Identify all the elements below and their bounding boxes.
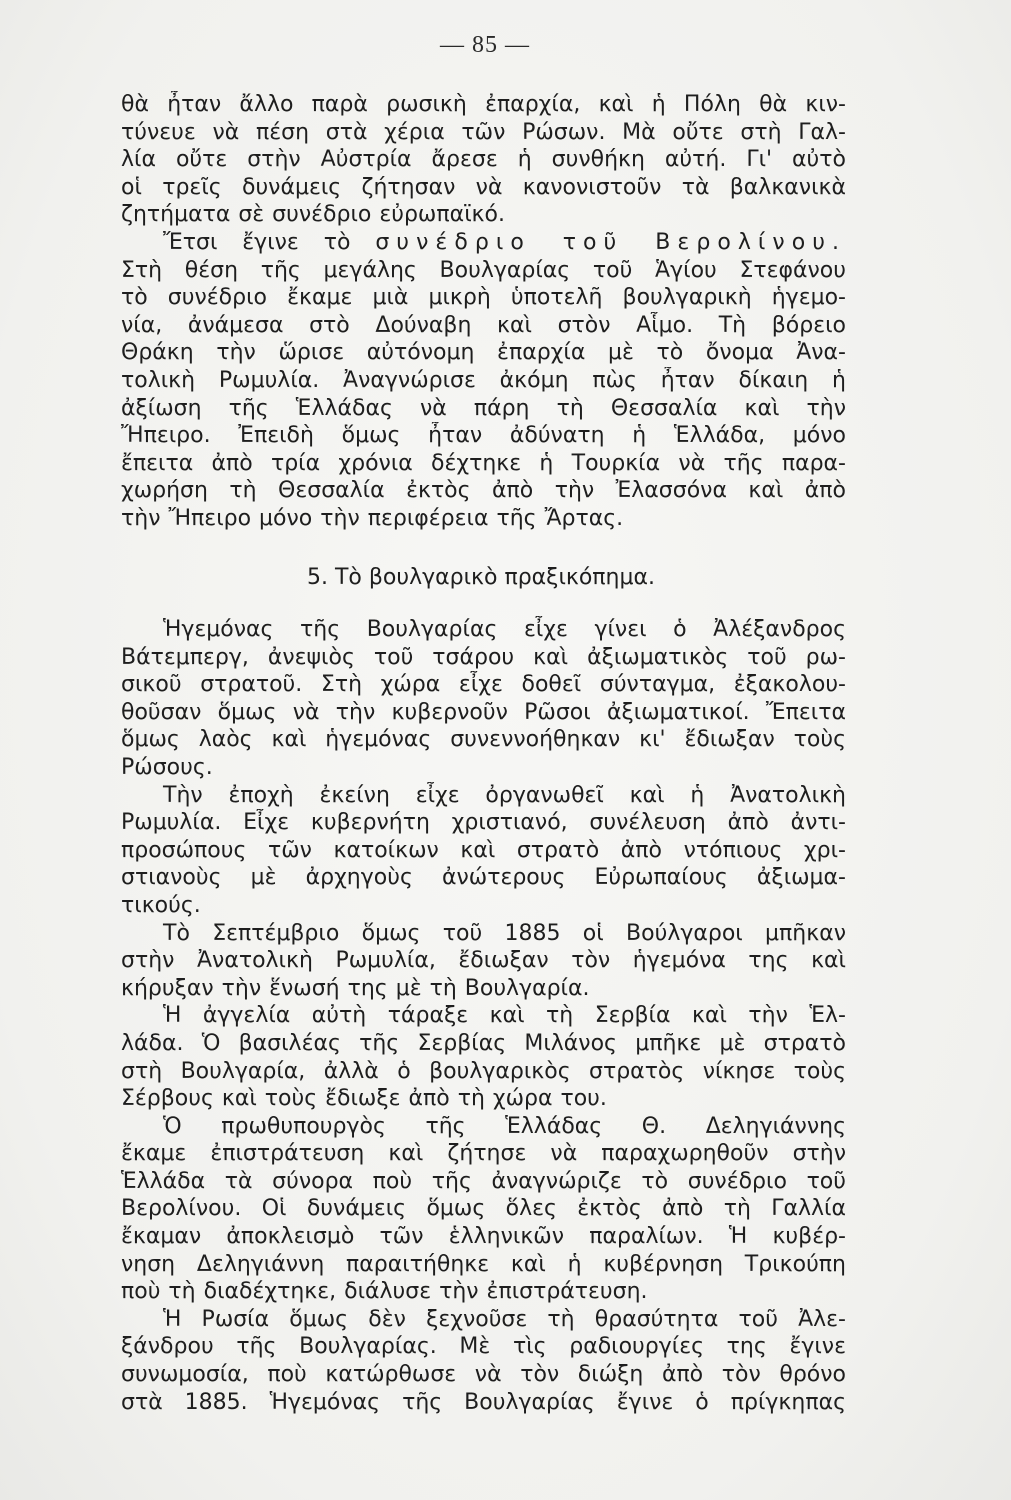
- text-line: Ὁ πρωθυπουργὸς τῆς Ἑλλάδας Θ. Δεληγιάννης: [163, 1113, 846, 1139]
- text-line: Ἡ ἀγγελία αὐτὴ τάραξε καὶ τὴ Σερβία καὶ τὴν Ἑλ-: [163, 1003, 846, 1029]
- text-block-before-heading: [121, 91, 846, 533]
- text-line: τύνευε νὰ πέση στὰ χέρια τῶν Ρώσων. Μὰ οὔτε στὴ Γαλ-: [121, 119, 846, 145]
- text-line: στιανοὺς μὲ ἀρχηγοὺς ἀνώτερους Εὐρωπαίους ἀξιωμα-: [121, 865, 846, 891]
- text-line: Ἤπειρο. Ἐπειδὴ ὅμως ἦταν ἀδύνατη ἡ Ἑλλάδα, μόνο: [121, 423, 846, 449]
- text-line: συνωμοσία, ποὺ κατώρθωσε νὰ τὸν διώξη ἀπὸ τὸν θρόνο: [121, 1362, 846, 1388]
- text-line: Ἑλλάδα τὰ σύνορα ποὺ τῆς ἀναγνώριζε τὸ συνέδριο τοῦ: [121, 1168, 846, 1194]
- text-line: Βάτεμπεργ, ἀνεψιὸς τοῦ τσάρου καὶ ἀξιωματικὸς τοῦ ρω-: [121, 644, 846, 670]
- text-line: τολικὴ Ρωμυλία. Ἀναγνώρισε ἀκόμη πὼς ἦταν δίκαιη ἡ: [121, 367, 846, 393]
- text-line: θοῦσαν ὅμως νὰ τὴν κυβερνοῦν Ρῶσοι ἀξιωματικοί. Ἔπειτα: [121, 699, 846, 725]
- text-line: ζητήματα σὲ συνέδριο εὐρωπαϊκό.: [121, 202, 505, 228]
- text-line: ἔκαμε ἐπιστράτευση καὶ ζήτησε νὰ παραχωρηθοῦν στὴν: [121, 1141, 846, 1167]
- text-line: κήρυξαν τὴν ἕνωσή της μὲ τὴ Βουλγαρία.: [121, 975, 590, 1001]
- text-line: τὴν Ἤπειρο μόνο τὴν περιφέρεια τῆς Ἄρτας.: [121, 505, 624, 531]
- text-line: τὸ συνέδριο ἔκαμε μιὰ μικρὴ ὑποτελῆ βουλγαρικὴ ἡγεμο-: [121, 285, 846, 311]
- text-line: ὅμως λαὸς καὶ ἡγεμόνας συνεννοήθηκαν κι' ἔδιωξαν τοὺς: [121, 727, 846, 753]
- text-line: νία, ἀνάμεσα στὸ Δούναβη καὶ στὸν Αἷμο. Τὴ βόρειο: [121, 312, 846, 338]
- text-line: Στὴ θέση τῆς μεγάλης Βουλγαρίας τοῦ Ἁγίου Στεφάνου: [121, 257, 846, 283]
- spaced-emphasis-text: συνέδριο τοῦ Βερολίνου.: [375, 229, 846, 255]
- text-line: θὰ ἦταν ἄλλο παρὰ ρωσικὴ ἐπαρχία, καὶ ἡ Πόλη θὰ κιν-: [121, 92, 846, 117]
- text-line: ἔπειτα ἀπὸ τρία χρόνια δέχτηκε ἡ Τουρκία νὰ τῆς παρα-: [121, 450, 846, 476]
- text-line: στὰ 1885. Ἡγεμόνας τῆς Βουλγαρίας ἔγινε ὁ πρίγκηπας: [121, 1389, 846, 1415]
- text-line: Βερολίνου. Οἱ δυνάμεις ὅμως ὅλες ἐκτὸς ἀπὸ τὴ Γαλλία: [121, 1196, 846, 1222]
- text-line: Τὴν ἐποχὴ ἐκείνη εἶχε ὀργανωθεῖ καὶ ἡ Ἀνατολικὴ: [163, 782, 846, 808]
- text-line: σικοῦ στρατοῦ. Στὴ χώρα εἶχε δοθεῖ σύνταγμα, ἐξακολου-: [121, 672, 846, 698]
- text-line: ξάνδρου τῆς Βουλγαρίας. Μὲ τὶς ραδιουργίες της ἔγινε: [121, 1334, 846, 1360]
- text-block-after-heading: [121, 616, 846, 1416]
- page-number: — 85 —: [440, 32, 530, 58]
- text-line: λία οὔτε στὴν Αὐστρία ἄρεσε ἡ συνθήκη αὐτή. Γι' αὐτὸ: [121, 147, 846, 173]
- text-line: Σέρβους καὶ τοὺς ἔδιωξε ἀπὸ τὴ χώρα του.: [121, 1086, 607, 1112]
- text-line: Ρωμυλία. Εἶχε κυβερνήτη χριστιανό, συνέλευση ἀπὸ ἀντι-: [121, 810, 846, 836]
- text-line: [121, 229, 846, 257]
- text-line: ἔκαμαν ἀποκλεισμὸ τῶν ἑλληνικῶν παραλίων. Ἡ κυβέρ-: [121, 1224, 846, 1250]
- text-line: τικούς.: [121, 892, 201, 918]
- text-line: λάδα. Ὁ βασιλέας τῆς Σερβίας Μιλάνος μπῆκε μὲ στρατὸ: [121, 1030, 846, 1056]
- text-line: Ἡ Ρωσία ὅμως δὲν ξεχνοῦσε τὴ θρασύτητα τοῦ Ἀλε-: [163, 1306, 846, 1332]
- text-line: χωρήση τὴ Θεσσαλία ἐκτὸς ἀπὸ τὴν Ἐλασσόνα καὶ ἀπὸ: [121, 478, 846, 504]
- text-line: ποὺ τὴ διαδέχτηκε, διάλυσε τὴν ἐπιστράτευση.: [121, 1279, 648, 1305]
- text-line: στὴν Ἀνατολικὴ Ρωμυλία, ἔδιωξαν τὸν ἡγεμόνα της καὶ: [121, 948, 846, 974]
- text-line: Ρώσους.: [121, 754, 213, 780]
- text-line: ἀξίωση τῆς Ἑλλάδας νὰ πάρη τὴ Θεσσαλία καὶ τὴν: [121, 395, 846, 421]
- text-line-lead: Ἔτσι ἔγινε τὸ: [163, 229, 376, 255]
- text-line: προσώπους τῶν κατοίκων καὶ στρατὸ ἀπὸ ντόπιους χρι-: [121, 837, 846, 863]
- text-line: οἱ τρεῖς δυνάμεις ζήτησαν νὰ κανονιστοῦν τὰ βαλκανικὰ: [121, 174, 846, 200]
- text-line: Τὸ Σεπτέμβριο ὅμως τοῦ 1885 οἱ Βούλγαροι μπῆκαν: [163, 920, 846, 946]
- text-line: νηση Δεληγιάννη παραιτήθηκε καὶ ἡ κυβέρνηση Τρικούπη: [121, 1251, 846, 1277]
- section-heading: 5. Τὸ βουλγαρικὸ πραξικόπημα.: [306, 565, 655, 590]
- text-line: Ἡγεμόνας τῆς Βουλγαρίας εἶχε γίνει ὁ Ἀλέξανδρος: [163, 617, 846, 642]
- text-line: Θράκη τὴν ὥρισε αὐτόνομη ἐπαρχία μὲ τὸ ὄνομα Ἀνα-: [121, 340, 846, 366]
- text-line: στὴ Βουλγαρία, ἀλλὰ ὁ βουλγαρικὸς στρατὸς νίκησε τοὺς: [121, 1058, 846, 1084]
